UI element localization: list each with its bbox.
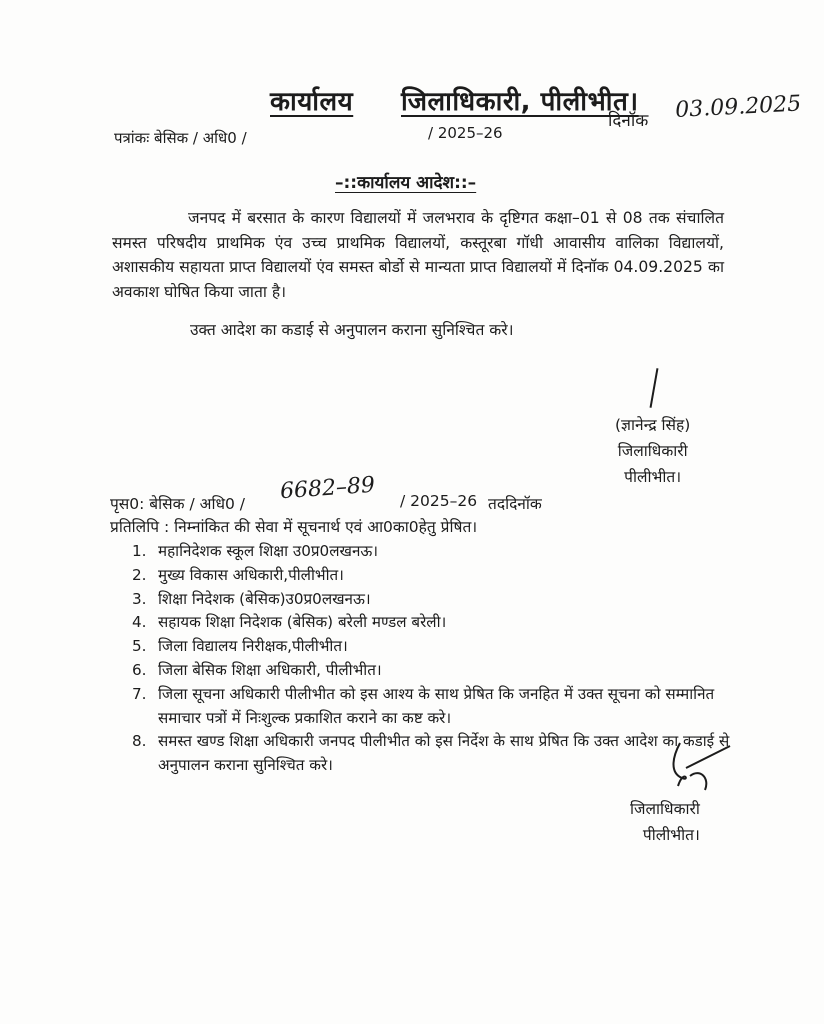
reference-year: / 2025–26 <box>428 124 503 142</box>
order-compliance-line: उक्त आदेश का कडाई से अनुपालन कराना सुनिश्चित करे। <box>190 321 514 339</box>
signatory-name: (ज्ञानेन्द्र सिंह) <box>615 416 691 434</box>
signature-scrawl-icon <box>660 738 740 798</box>
list-item: 4. सहायक शिक्षा निदेशक (बेसिक) बरेली मण्डल बरेली। <box>132 613 447 632</box>
order-paragraph: जनपद में बरसात के कारण विद्यालयों में जलभराव के दृष्टिगत कक्षा–01 से 08 तक संचालित समस्त परिषदीय प्राथमिक एंव उच्च प्राथमिक विद्यालयों, कस्तूरबा गॉधी आवासीय वालिका विद्यालयों, अशासकीय सहायता प्राप्त विद्यालयों एंव समस्त बोर्डो से मान्यता प्राप्त विद्यालयों में दिनॉक 04.09.2025 का अवकाश घोषित किया जाता है। <box>112 209 724 301</box>
signatory-block <box>615 412 690 490</box>
handwritten-endorsement-number: 6682–89 <box>279 472 376 505</box>
endorsement-date-note: तददिनॉक <box>488 495 542 513</box>
endorsement-year: / 2025–26 <box>400 492 478 510</box>
list-item: 3. शिक्षा निदेशक (बेसिक)उ0प्र0लखनऊ। <box>132 589 371 608</box>
list-item: 5. जिला विद्यालय निरीक्षक,पीलीभीत। <box>132 637 348 656</box>
signatory-designation: जिलाधिकारी <box>617 442 688 460</box>
list-item: 6. जिला बेसिक शिक्षा अधिकारी, पीलीभीत। <box>132 660 382 679</box>
list-item: 1. महानिदेशक स्कूल शिक्षा उ0प्र0लखनऊ। <box>132 542 379 560</box>
endorsement-reference: पृस0: बेसिक / अधि0 / <box>110 495 246 513</box>
office-title <box>270 82 639 118</box>
list-item: 7. जिला सूचना अधिकारी पीलीभीत को इस आश्य के साथ प्रेषित कि जनहित में उक्त सूचना को सम्मानित समाचार पत्रों में निःशुल्क प्रकाशित कराने का कष्ट करे। <box>132 684 715 727</box>
copy-recipients-list <box>132 540 732 778</box>
date-label: दिनॉक <box>608 111 649 131</box>
signatory-place-2: पीलीभीत। <box>642 826 700 844</box>
office-label: कार्यालय <box>270 87 354 117</box>
signatory-place: पीलीभीत। <box>624 468 682 486</box>
order-heading: –::कार्यालय आदेश::– <box>335 173 477 193</box>
officer-place: जिलाधिकारी, पीलीभीत। <box>401 87 639 117</box>
signatory-block-2 <box>630 796 700 848</box>
reference-number: पत्रांकः बेसिक / अधि0 / <box>114 129 247 147</box>
signature-mark <box>650 368 659 408</box>
signatory-designation-2: जिलाधिकारी <box>630 800 700 818</box>
copy-to-heading: प्रतिलिपि : निम्नांकित की सेवा में सूचनार्थ एवं आ0का0हेतु प्रेषित। <box>110 518 478 536</box>
list-item: 2. मुख्य विकास अधिकारी,पीलीभीत। <box>132 565 344 584</box>
handwritten-date: 03.09.2025 <box>674 91 802 123</box>
list-item: 8. समस्त खण्ड शिक्षा अधिकारी जनपद पीलीभीत को इस निर्देश के साथ प्रेषित कि उक्त आदेश का कडाई से अनुपालन कराना सुनिश्चित करे। <box>132 732 730 775</box>
